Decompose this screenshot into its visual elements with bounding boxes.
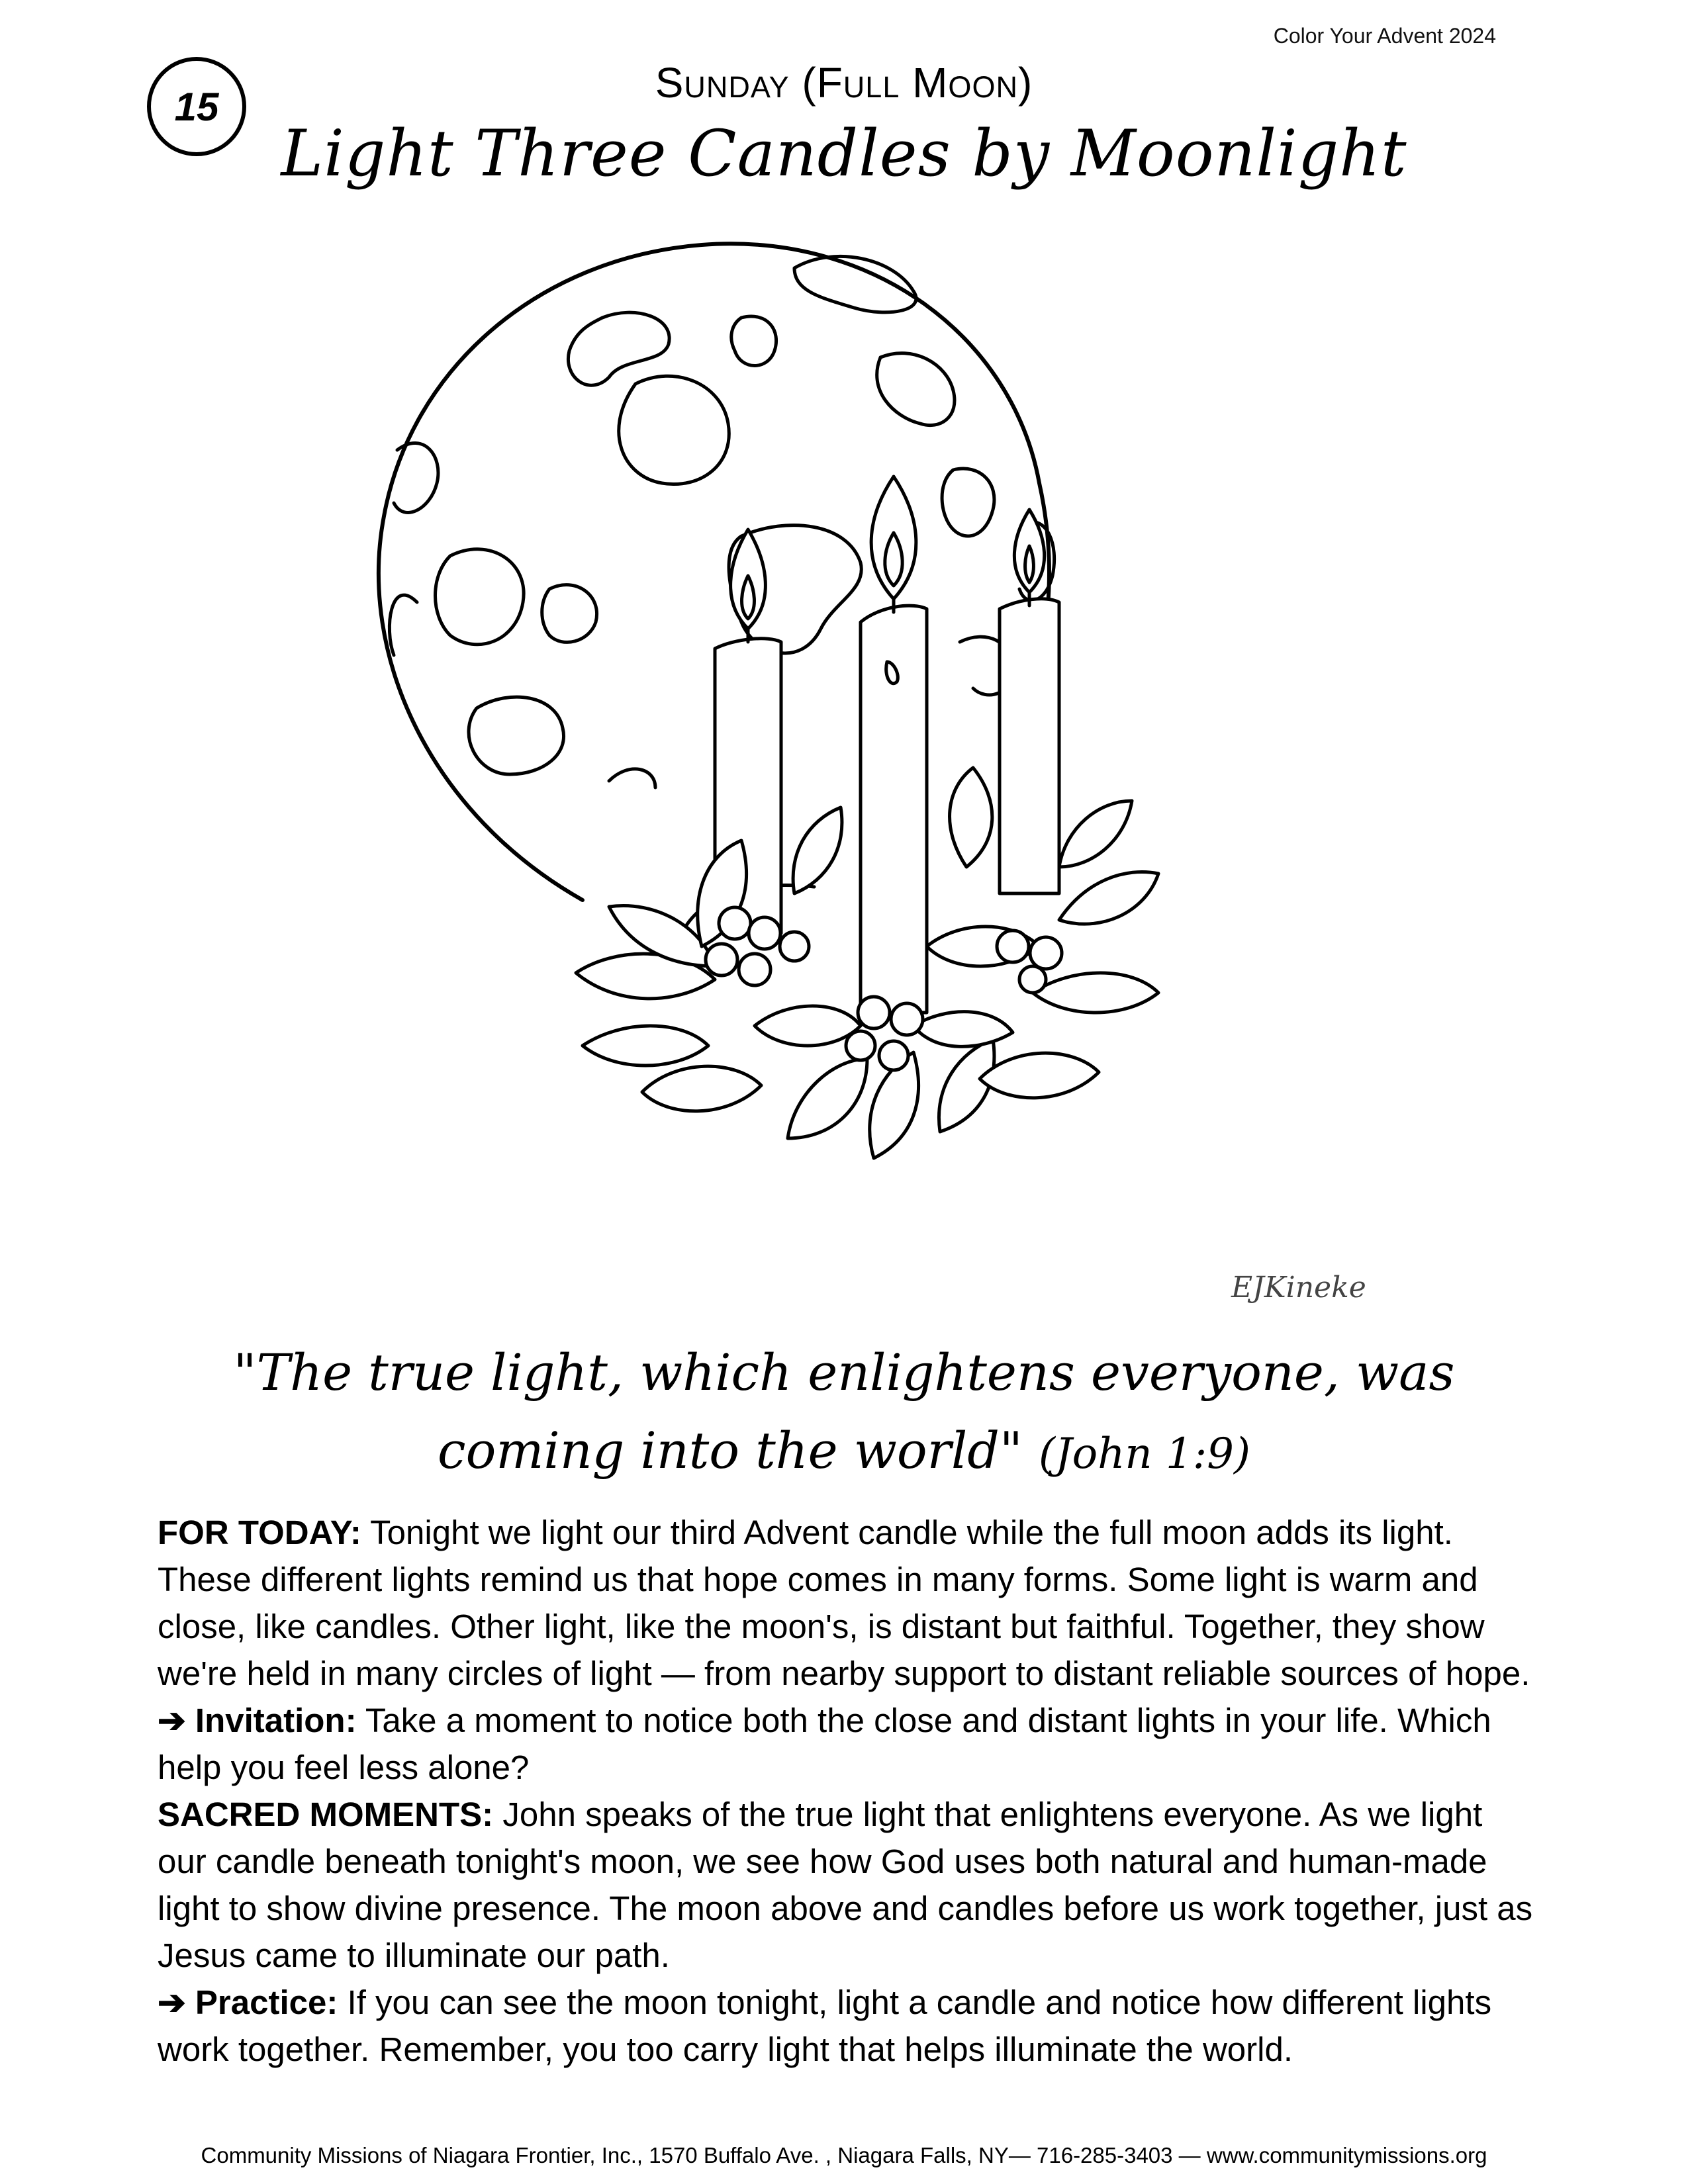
page-subtitle: Sunday (Full Moon) [655, 59, 1033, 107]
artist-signature: EJKineke [1231, 1271, 1366, 1304]
center-candle [861, 477, 927, 1013]
practice-text: If you can see the moon tonight, light a candle and notice how different lights work together. Remember, you too carry light that helps illuminate the world. [158, 1983, 1492, 2068]
invitation-text: Take a moment to notice both the close and distant lights in your life. Which help you feel less alone? [158, 1702, 1491, 1786]
practice-label: Practice: [195, 1983, 338, 2021]
devotional-text [158, 1509, 1534, 2073]
arrow-icon: ➔ [158, 1702, 186, 1739]
sacred-moments-label: SACRED MOMENTS: [158, 1796, 494, 1833]
footer: Community Missions of Niagara Frontier, Inc., 1570 Buffalo Ave. , Niagara Falls, NY— 716-285-3403 — www.communitymissions.org [201, 2143, 1487, 2167]
quote-text: "The true light, which enlightens everyone, was coming into the world" [233, 1343, 1455, 1480]
sacred-moments-text: John speaks of the true light that enlightens everyone. As we light our candle beneath tonight's moon, we see how God uses both natural and human-made light to show divine presence. The moon above and candles before us work together, just as Jesus came to illuminate our path. [158, 1796, 1533, 1974]
coloring-illustration [331, 232, 1390, 1330]
invitation-label: Invitation: [195, 1702, 357, 1739]
sacred-moments-paragraph [158, 1791, 1534, 1979]
page-title: Light Three Candles by Moonlight [281, 116, 1407, 191]
day-number: 15 [174, 84, 219, 129]
quote-reference: (John 1:9) [1039, 1430, 1250, 1479]
series-title: Color Your Advent 2024 [1273, 24, 1496, 48]
for-today-label: FOR TODAY: [158, 1514, 361, 1551]
practice-paragraph [158, 1979, 1534, 2073]
invitation-paragraph [158, 1697, 1534, 1791]
for-today-text: Tonight we light our third Advent candle while the full moon adds its light. These different lights remind us that hope comes in many forms. Some light is warm and close, like candles. Other light, like the moon's, is distant but faithful. Together, they show we're held in many circles of light — from nearby support to distant reliable sources of hope. [158, 1514, 1530, 1692]
arrow-icon: ➔ [158, 1983, 186, 2021]
scripture-quote [132, 1334, 1556, 1493]
for-today-paragraph [158, 1509, 1534, 1697]
